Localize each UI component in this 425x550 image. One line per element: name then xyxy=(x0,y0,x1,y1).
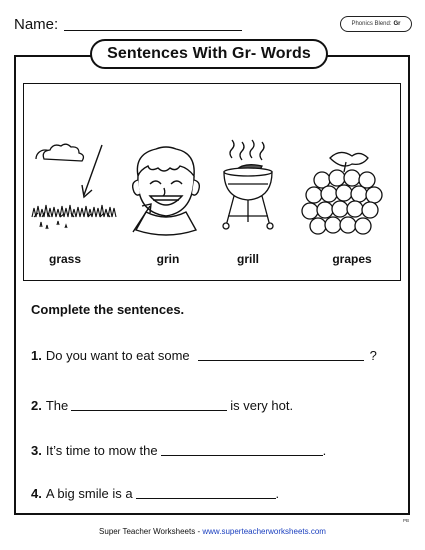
badge-label: Phonics Blend: xyxy=(351,21,392,27)
footer-brand: Super Teacher Worksheets - xyxy=(99,527,203,536)
badge-value: Gr xyxy=(393,21,401,27)
grinning-face-icon xyxy=(128,140,203,245)
grass-icon xyxy=(30,135,125,245)
sentence-text-before: A big smile is a xyxy=(45,486,133,501)
instructions: Complete the sentences. xyxy=(31,302,185,317)
word-grill: grill xyxy=(236,252,259,266)
sentence-text-after: ? xyxy=(369,348,377,363)
answer-blank[interactable] xyxy=(161,443,323,456)
word-grass: grass xyxy=(48,252,82,266)
footer-url[interactable]: www.superteacherworksheets.com xyxy=(202,527,326,536)
word-grin: grin xyxy=(156,252,180,266)
sentence-text-after: . xyxy=(275,486,280,501)
sentence-number: 2. xyxy=(31,398,42,413)
sentence-number: 4. xyxy=(31,486,42,501)
answer-blank[interactable] xyxy=(198,348,364,361)
answer-blank[interactable] xyxy=(136,486,276,499)
grill-icon xyxy=(218,138,278,230)
answer-blank[interactable] xyxy=(71,398,227,411)
phonics-blend-badge xyxy=(340,16,412,32)
corner-code: PB xyxy=(402,518,409,523)
name-line[interactable] xyxy=(64,30,242,31)
word-grapes: grapes xyxy=(332,252,372,266)
sentence-number: 3. xyxy=(31,443,42,458)
sentence-text-before: The xyxy=(45,398,69,413)
sentence-4 xyxy=(31,486,279,501)
sentence-text-after: . xyxy=(322,443,327,458)
footer xyxy=(0,527,425,536)
sentence-1 xyxy=(31,348,377,363)
worksheet-title: Sentences With Gr- Words xyxy=(90,39,328,69)
grapes-icon xyxy=(300,150,390,245)
sentence-number: 1. xyxy=(31,348,42,363)
sentence-text-before: Do you want to eat some xyxy=(45,348,190,363)
sentence-2 xyxy=(31,398,293,413)
sentence-3 xyxy=(31,443,326,458)
name-label: Name: xyxy=(14,16,59,33)
sentence-text-before: It’s time to mow the xyxy=(45,443,158,458)
sentence-text-after: is very hot. xyxy=(230,398,294,413)
